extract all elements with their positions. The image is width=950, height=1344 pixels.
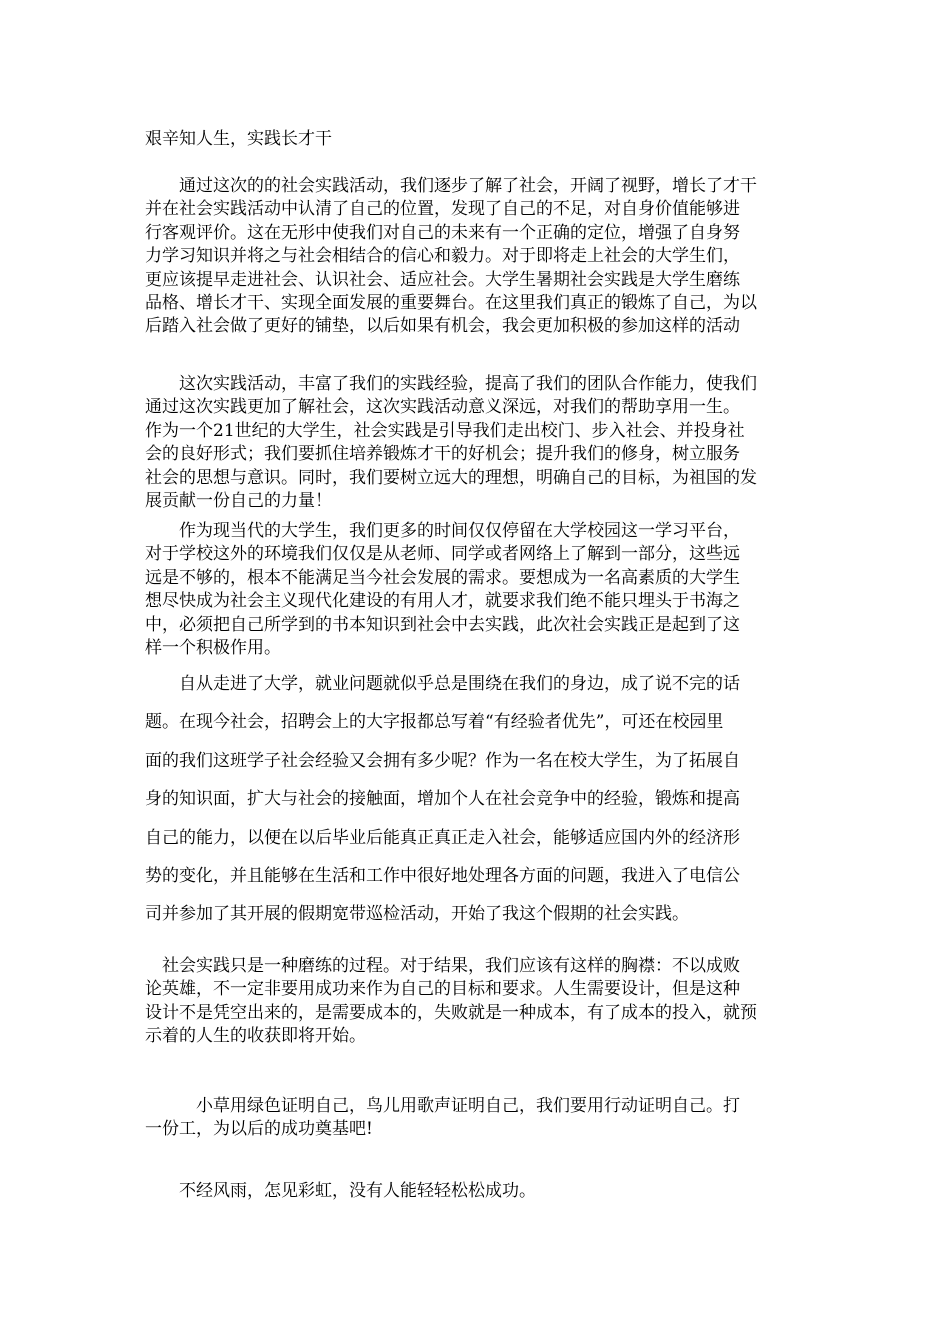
paragraph <box>145 175 810 339</box>
text-line: 行客观评价。这在无形中使我们对自己的未来有一个正确的定位，增强了自身努 <box>145 222 740 243</box>
text-line: 身的知识面，扩大与社会的接触面，增加个人在社会竞争中的经验，锻炼和提高 <box>145 789 740 810</box>
paragraph <box>145 520 810 660</box>
text-line: 作为现当代的大学生，我们更多的时间仅仅停留在大学校园这一学习平台， <box>145 521 740 541</box>
document-title: 艰辛知人生，实践长才干 <box>145 129 332 149</box>
paragraph <box>145 373 810 513</box>
text-line: 作为一个21世纪的大学生，社会实践是引导我们走出校门、步入社会、并投身社 <box>145 420 745 441</box>
text-line: 力学习知识并将之与社会相结合的信心和毅力。对于即将走上社会的大学生们， <box>145 246 740 267</box>
text-line: 想尽快成为社会主义现代化建设的有用人才，就要求我们绝不能只埋头于书海之 <box>145 591 740 612</box>
text-line: 更应该提早走进社会、认识社会、适应社会。大学生暑期社会实践是大学生磨练 <box>145 269 740 290</box>
text-line: 后踏入社会做了更好的铺垫，以后如果有机会，我会更加积极的参加这样的活动 <box>145 316 740 337</box>
text-line: 题。在现今社会，招聘会上的大字报都总写着“有经验者优先”，可还在校园里 <box>145 712 724 733</box>
text-line: 示着的人生的收获即将开始。 <box>145 1026 366 1047</box>
text-line: 对于学校这外的环境我们仅仅是从老师、同学或者网络上了解到一部分，这些远 <box>145 544 740 565</box>
text-line: 展贡献一份自己的力量！ <box>145 491 332 512</box>
paragraph <box>145 665 810 934</box>
text-line: 面的我们这班学子社会经验又会拥有多少呢？作为一名在校大学生，为了拓展自 <box>145 750 740 771</box>
text-line: 司并参加了其开展的假期宽带巡检活动，开始了我这个假期的社会实践。 <box>145 904 689 925</box>
text-line: 不经风雨，怎见彩虹，没有人能轻轻松松成功。 <box>145 1181 536 1201</box>
paragraph <box>145 1095 810 1142</box>
text-line: 自己的能力，以便在以后毕业后能真正真正走入社会，能够适应国内外的经济形 <box>145 827 740 848</box>
paragraph <box>145 1180 810 1203</box>
text-line: 远是不够的，根本不能满足当今社会发展的需求。要想成为一名高素质的大学生 <box>145 567 740 588</box>
text-line: 这次实践活动，丰富了我们的实践经验，提高了我们的团队合作能力，使我们 <box>145 374 757 394</box>
text-line: 样一个积极作用。 <box>145 638 281 659</box>
text-line: 通过这次实践更加了解社会，这次实践活动意义深远，对我们的帮助享用一生。 <box>145 397 740 418</box>
text-line: 会的良好形式；我们要抓住培养锻炼才干的好机会；提升我们的修身，树立服务 <box>145 444 740 465</box>
text-line: 设计不是凭空出来的，是需要成本的，失败就是一种成本，有了成本的投入，就预 <box>145 1002 757 1023</box>
text-line: 小草用绿色证明自己，鸟儿用歌声证明自己，我们要用行动证明自己。打 <box>145 1096 740 1116</box>
text-line: 通过这次的的社会实践活动，我们逐步了解了社会，开阔了视野，增长了才干 <box>145 176 757 196</box>
text-line: 并在社会实践活动中认清了自己的位置，发现了自己的不足，对自身价值能够进 <box>145 199 740 220</box>
text-line: 社会的思想与意识。同时，我们要树立远大的理想，明确自己的目标，为祖国的发 <box>145 467 757 488</box>
text-line: 中，必须把自己所学到的书本知识到社会中去实践，此次社会实践正是起到了这 <box>145 614 740 635</box>
paragraph <box>145 955 810 1049</box>
text-line: 论英雄，不一定非要用成功来作为自己的目标和要求。人生需要设计，但是这种 <box>145 979 740 1000</box>
text-line: 社会实践只是一种磨练的过程。对于结果，我们应该有这样的胸襟：不以成败 <box>145 956 740 976</box>
text-line: 势的变化，并且能够在生活和工作中很好地处理各方面的问题，我进入了电信公 <box>145 866 740 887</box>
text-line: 品格、增长才干、实现全面发展的重要舞台。在这里我们真正的锻炼了自己，为以 <box>145 293 757 314</box>
text-line: 一份工，为以后的成功奠基吧! <box>145 1119 373 1140</box>
text-line: 自从走进了大学，就业问题就似乎总是围绕在我们的身边，成了说不完的话 <box>145 674 740 694</box>
